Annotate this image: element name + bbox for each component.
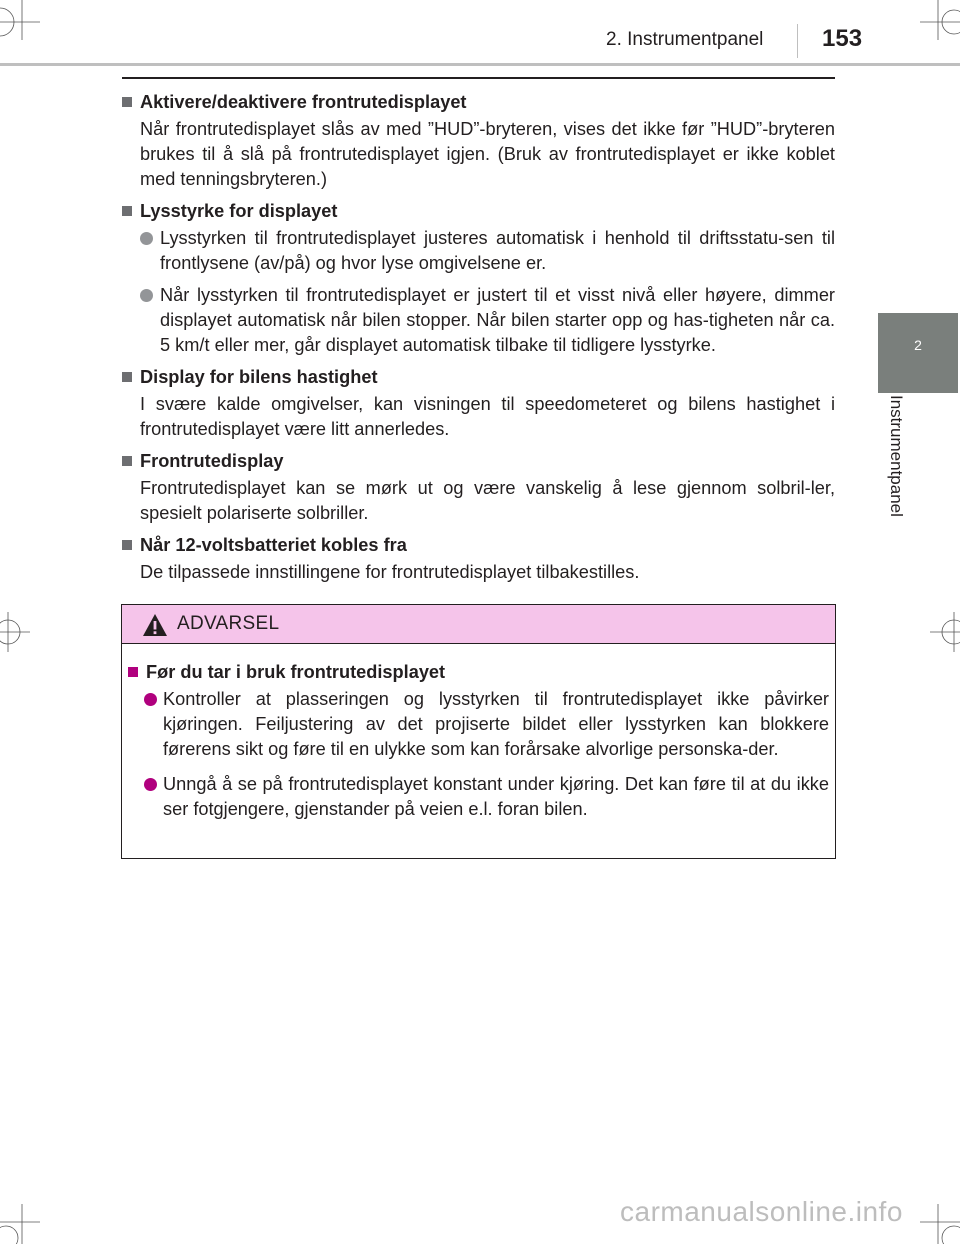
section-windshield-display	[122, 449, 835, 526]
square-bullet-icon	[122, 97, 132, 107]
round-bullet-icon	[140, 232, 153, 245]
list-item: Når lysstyrken til frontrutedisplayet er justert til et visst nivå eller høyere, dimmer displayet automatisk når bilen stopper. Når bilen starter opp og has-tigheten når ca. 5 km/t eller mer, går displayet automatisk tilbake til tidligere lysstyrke.	[122, 283, 835, 358]
header-rule	[0, 63, 960, 66]
warning-list-item: Unngå å se på frontrutedisplayet konstant under kjøring. Det kan føre til at du ikke ser fotgjengere, gjenstander på veien e.l. foran bilen.	[128, 772, 829, 822]
warning-heading: Før du tar i bruk frontrutedisplayet	[128, 660, 829, 685]
section-heading: Frontrutedisplay	[122, 449, 835, 474]
chapter-tab-number: 2	[914, 337, 922, 353]
section-paragraph: I svære kalde omgivelser, kan visningen til speedometeret og bilens hastighet i frontrutedisplayet være litt annerledes.	[140, 394, 835, 439]
section-paragraph: Frontrutedisplayet kan se mørk ut og være vanskelig å lese gjennom solbril-ler, spesielt polariserte solbriller.	[140, 478, 835, 523]
section-speed-display	[122, 365, 835, 442]
warning-body	[122, 644, 835, 822]
section-heading: Aktivere/deaktivere frontrutedisplayet	[122, 90, 835, 115]
warning-title: ADVARSEL	[177, 613, 280, 634]
section-heading: Lysstyrke for displayet	[122, 199, 835, 224]
section-heading: Display for bilens hastighet	[122, 365, 835, 390]
warning-header	[122, 605, 835, 644]
section-activate	[122, 90, 835, 192]
chapter-tab-label: Instrumentpanel	[887, 395, 906, 517]
section-battery	[122, 533, 835, 585]
content-top-rule	[122, 77, 835, 79]
watermark: carmanualsonline.info	[620, 1196, 903, 1227]
square-bullet-icon	[122, 456, 132, 466]
chapter-tab	[878, 313, 958, 393]
section-brightness	[122, 199, 835, 358]
round-bullet-icon	[140, 289, 153, 302]
square-bullet-icon	[122, 372, 132, 382]
square-bullet-icon	[122, 206, 132, 216]
header-divider	[797, 24, 798, 58]
round-bullet-icon	[144, 778, 157, 791]
warning-box	[121, 604, 836, 859]
round-bullet-icon	[144, 693, 157, 706]
section-heading: Når 12-voltsbatteriet kobles fra	[122, 533, 835, 558]
square-bullet-icon	[128, 667, 138, 677]
chapter-title: 2. Instrumentpanel	[606, 29, 764, 50]
list-item: Lysstyrken til frontrutedisplayet justeres automatisk i henhold til driftsstatu-sen til frontlysene (av/på) og hvor lyse omgivelsene er.	[122, 226, 835, 276]
warning-triangle-icon	[142, 613, 168, 637]
section-paragraph: Når frontrutedisplayet slås av med ”HUD”-bryteren, vises det ikke før ”HUD”-bryteren brukes til å slå på frontrutedisplayet igjen. (Bruk av frontrutedisplayet er ikke koblet med tenningsbryteren.)	[140, 119, 835, 189]
chapter-tab-label-wrap	[856, 395, 936, 555]
section-paragraph: De tilpassede innstillingene for frontrutedisplayet tilbakestilles.	[140, 562, 640, 582]
content-body	[122, 90, 835, 592]
warning-list-item: Kontroller at plasseringen og lysstyrken til frontrutedisplayet ikke påvirker kjøringen. Feiljustering av det projiserte bildet eller lysstyrken kan blokkere førerens sikt og føre til en ulykke som kan forårsake alvorlige personska-der.	[128, 687, 829, 762]
square-bullet-icon	[122, 540, 132, 550]
page-number: 153	[822, 25, 863, 52]
